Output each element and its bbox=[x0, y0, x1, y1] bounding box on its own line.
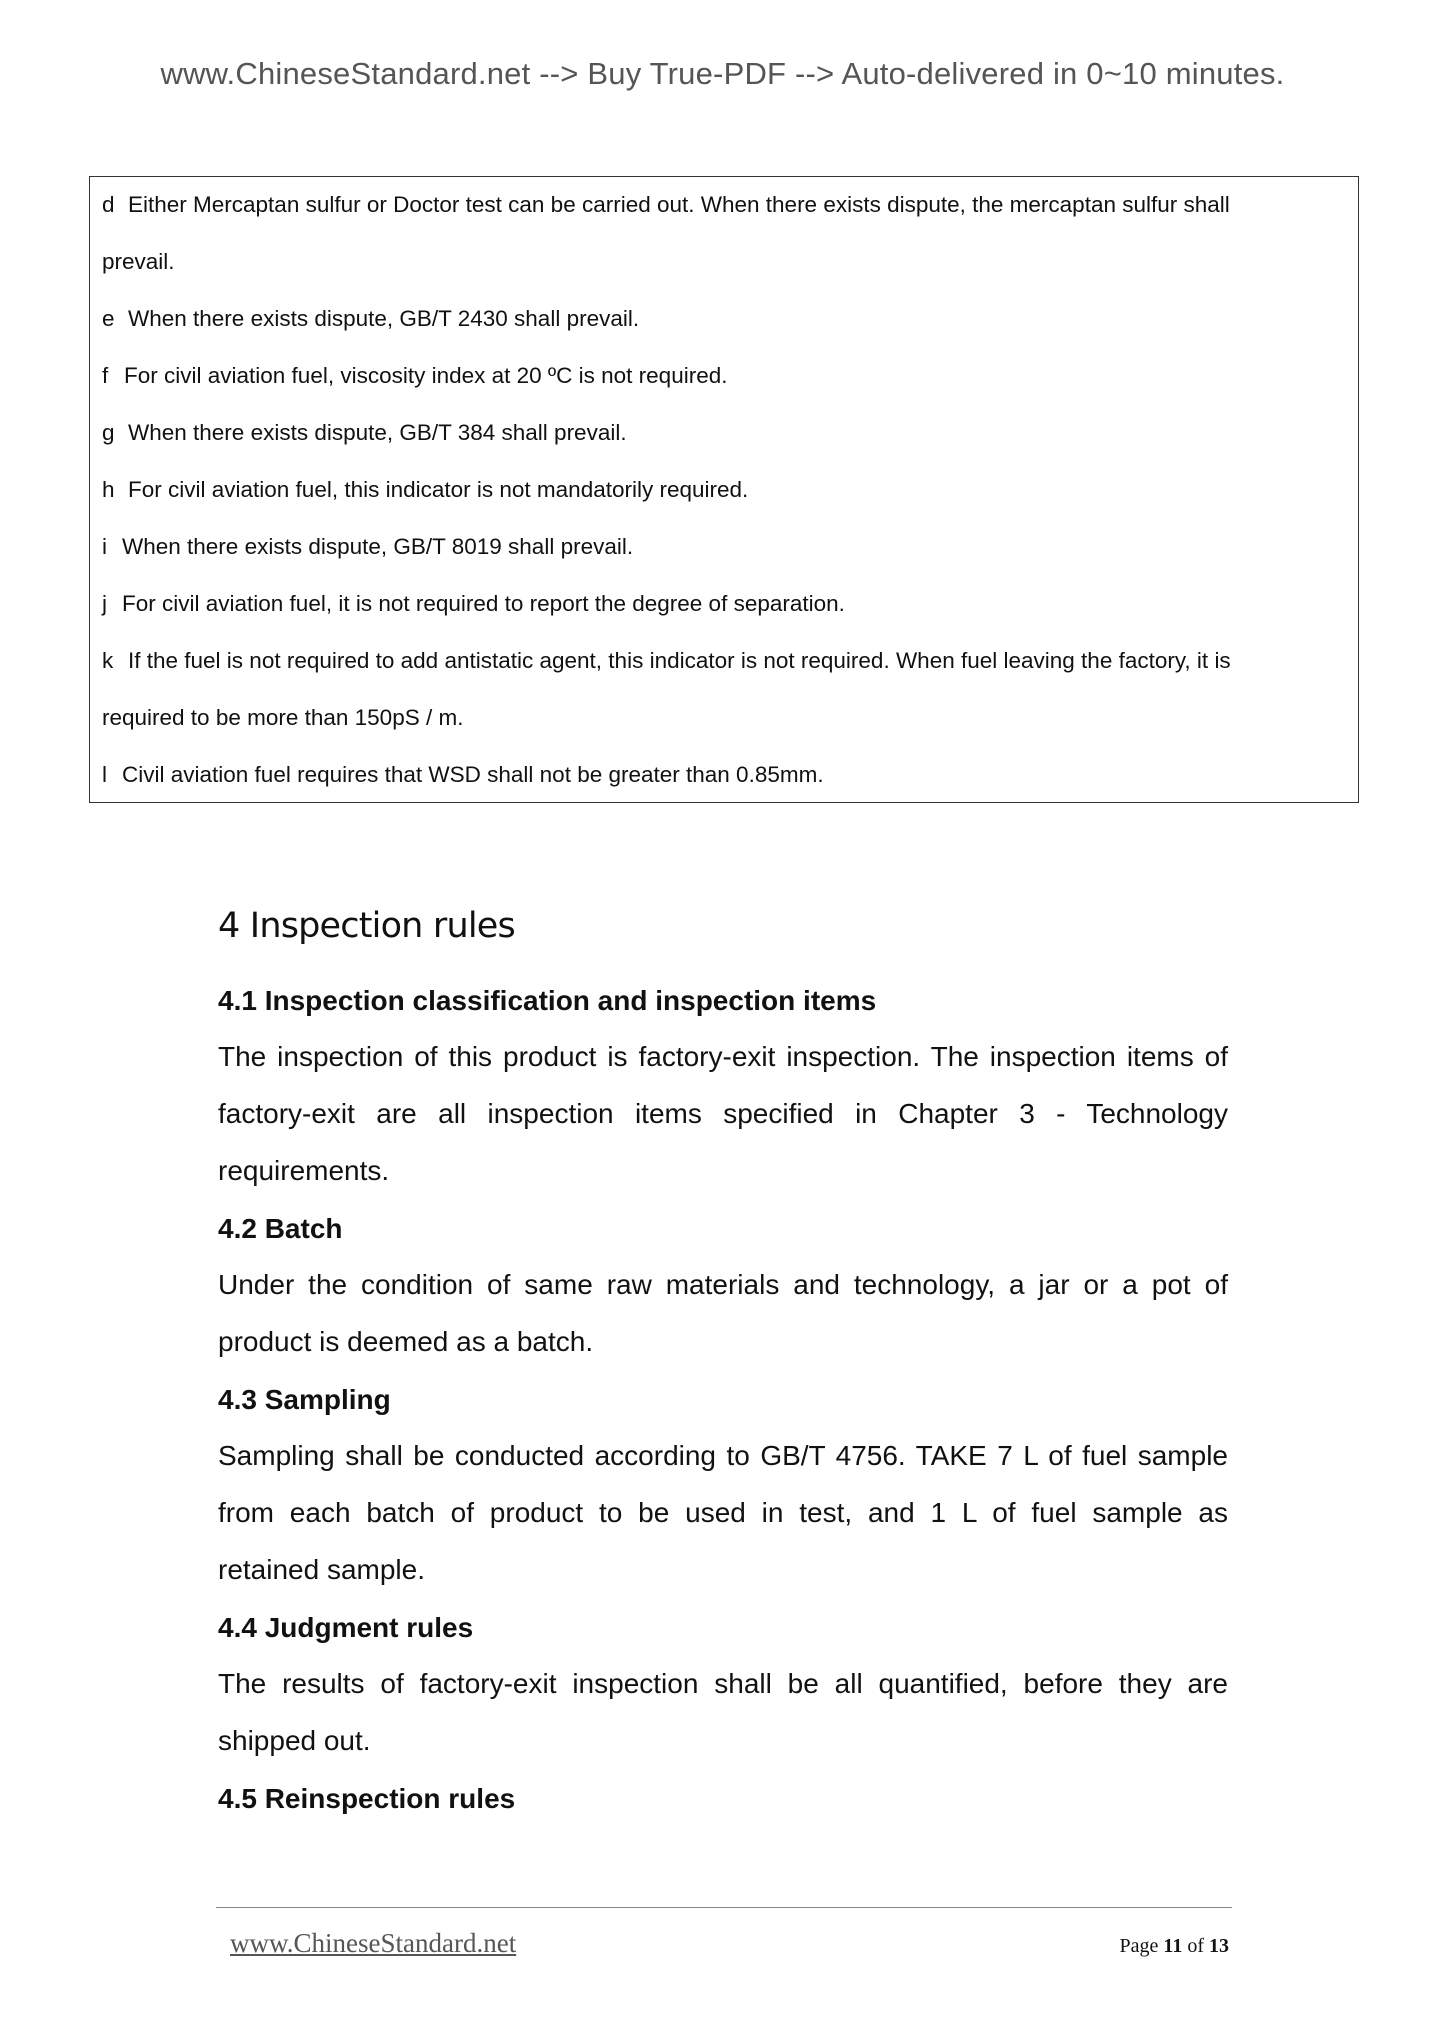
note-d-continuation bbox=[102, 249, 175, 275]
paragraph-line: retained sample. bbox=[218, 1554, 426, 1585]
footer-divider bbox=[216, 1907, 1232, 1908]
note-g bbox=[102, 420, 627, 446]
note-text: When there exists dispute, GB/T 8019 shall prevail. bbox=[122, 534, 634, 559]
page-number bbox=[1120, 1935, 1229, 1958]
note-marker: j bbox=[102, 591, 107, 616]
paragraph-line: The inspection of this product is factory-exit inspection. The inspection items of bbox=[218, 1041, 1228, 1072]
note-d bbox=[102, 192, 1230, 218]
section-title: 4 Inspection rules bbox=[218, 906, 515, 946]
note-k bbox=[102, 648, 1231, 674]
note-text: For civil aviation fuel, this indicator is not mandatorily required. bbox=[128, 477, 749, 502]
note-f bbox=[102, 363, 727, 389]
note-text: When there exists dispute, GB/T 384 shall prevail. bbox=[128, 420, 627, 445]
paragraph-line: from each batch of product to be used in test, and 1 L of fuel sample as bbox=[218, 1497, 1228, 1528]
note-text: Civil aviation fuel requires that WSD shall not be greater than 0.85mm. bbox=[122, 762, 824, 787]
paragraph-line: Under the condition of same raw materials and technology, a jar or a pot of bbox=[218, 1269, 1228, 1300]
note-marker: g bbox=[102, 420, 115, 445]
note-text: Either Mercaptan sulfur or Doctor test can be carried out. When there exists dispute, the mercaptan sulfur shall bbox=[128, 192, 1230, 217]
header-banner: www.ChineseStandard.net --> Buy True-PDF --> Auto-delivered in 0~10 minutes. bbox=[160, 56, 1285, 91]
heading-4-2: 4.2 Batch bbox=[218, 1213, 343, 1244]
heading-4-4: 4.4 Judgment rules bbox=[218, 1612, 474, 1643]
paragraph-line: The results of factory-exit inspection shall be all quantified, before they are bbox=[218, 1668, 1228, 1699]
note-l bbox=[102, 762, 824, 788]
paragraph-line: factory-exit are all inspection items specified in Chapter 3 - Technology bbox=[218, 1098, 1228, 1129]
note-i bbox=[102, 534, 633, 560]
paragraph-line: shipped out. bbox=[218, 1725, 371, 1756]
paragraph-line: product is deemed as a batch. bbox=[218, 1326, 594, 1357]
note-text: If the fuel is not required to add antistatic agent, this indicator is not required. When fuel leaving the factory, it is bbox=[128, 648, 1231, 673]
note-marker: l bbox=[102, 762, 107, 787]
note-e bbox=[102, 306, 639, 332]
note-text: For civil aviation fuel, it is not required to report the degree of separation. bbox=[122, 591, 845, 616]
note-marker: e bbox=[102, 306, 115, 331]
heading-4-1: 4.1 Inspection classification and inspection items bbox=[218, 985, 877, 1016]
note-marker: i bbox=[102, 534, 107, 559]
total-pages: 13 bbox=[1209, 1935, 1229, 1957]
paragraph-line: requirements. bbox=[218, 1155, 390, 1186]
of-word: of bbox=[1187, 1935, 1204, 1957]
note-k-continuation bbox=[102, 705, 463, 731]
note-marker: d bbox=[102, 192, 115, 217]
note-h bbox=[102, 477, 748, 503]
page-word: Page bbox=[1119, 1935, 1159, 1957]
note-text: prevail. bbox=[102, 249, 175, 274]
note-marker: h bbox=[102, 477, 115, 502]
note-text: For civil aviation fuel, viscosity index at 20 ºC is not required. bbox=[124, 363, 728, 388]
footer-website-link[interactable]: www.ChineseStandard.net bbox=[230, 1928, 517, 1958]
current-page: 11 bbox=[1163, 1935, 1183, 1957]
table-notes-box bbox=[89, 176, 1359, 803]
note-marker: k bbox=[102, 648, 114, 673]
note-j bbox=[102, 591, 845, 617]
paragraph-line: Sampling shall be conducted according to GB/T 4756. TAKE 7 L of fuel sample bbox=[218, 1440, 1228, 1471]
note-text: required to be more than 150pS / m. bbox=[102, 705, 464, 730]
note-marker: f bbox=[102, 363, 109, 388]
note-text: When there exists dispute, GB/T 2430 shall prevail. bbox=[128, 306, 640, 331]
heading-4-3: 4.3 Sampling bbox=[218, 1384, 391, 1415]
heading-4-5: 4.5 Reinspection rules bbox=[218, 1783, 516, 1814]
